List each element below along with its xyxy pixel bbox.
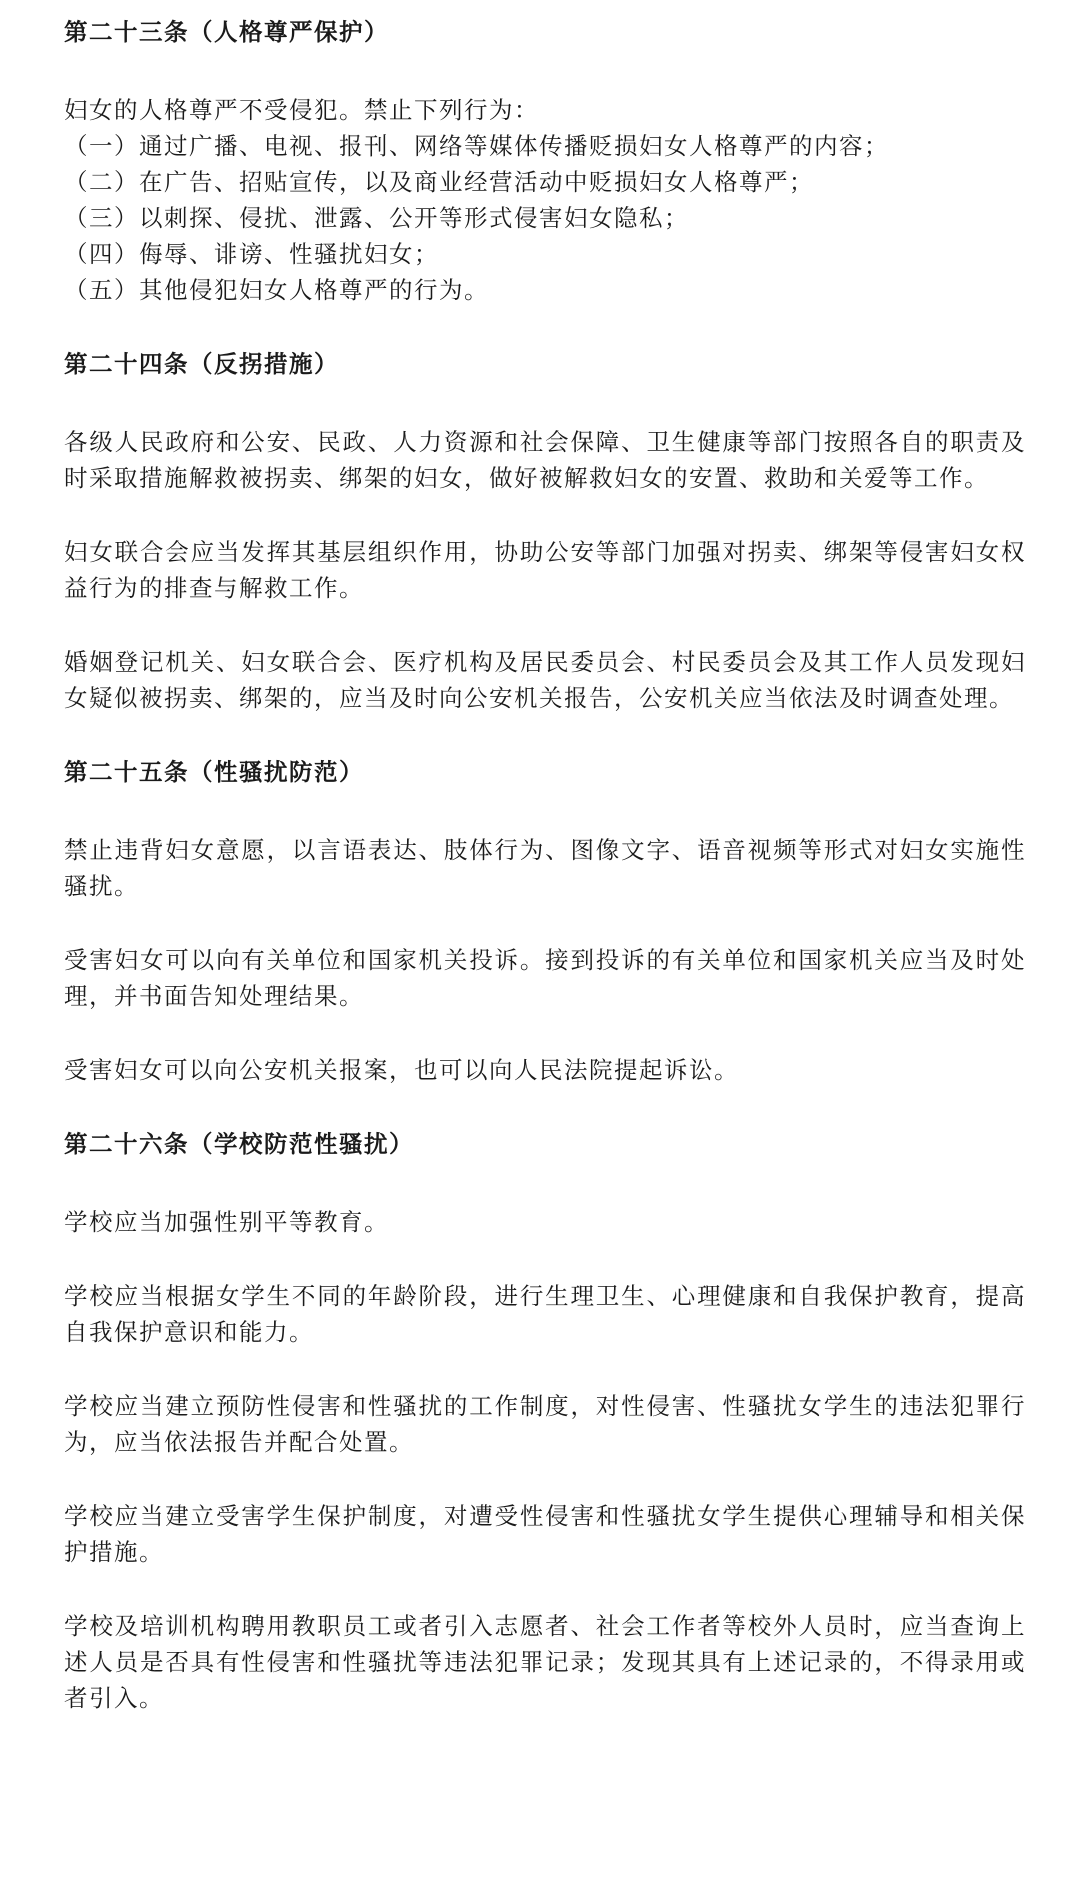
paragraph: 学校应当加强性别平等教育。	[64, 1208, 389, 1236]
article-title: 第二十四条（反拐措施）	[64, 350, 339, 378]
prohibited-acts-list	[64, 128, 1026, 308]
article-25	[64, 754, 1026, 1088]
list-item: （一）通过广播、电视、报刊、网络等媒体传播贬损妇女人格尊严的内容；	[64, 132, 889, 160]
article-title: 第二十六条（学校防范性骚扰）	[64, 1130, 414, 1158]
list-item: （三）以刺探、侵扰、泄露、公开等形式侵害妇女隐私；	[64, 204, 689, 232]
list-item: （四）侮辱、诽谤、性骚扰妇女；	[64, 240, 439, 268]
paragraph: 禁止违背妇女意愿，以言语表达、肢体行为、图像文字、语音视频等形式对妇女实施性骚扰。	[64, 836, 1026, 900]
paragraph: 学校应当根据女学生不同的年龄阶段，进行生理卫生、心理健康和自我保护教育，提高自我保护意识和能力。	[64, 1282, 1026, 1346]
document-body	[64, 14, 1026, 1754]
article-26	[64, 1126, 1026, 1716]
article-23	[64, 14, 1026, 308]
article-24	[64, 346, 1026, 716]
article-title: 第二十五条（性骚扰防范）	[64, 758, 364, 786]
article-intro: 妇女的人格尊严不受侵犯。禁止下列行为：	[64, 96, 539, 124]
paragraph: 婚姻登记机关、妇女联合会、医疗机构及居民委员会、村民委员会及其工作人员发现妇女疑似被拐卖、绑架的，应当及时向公安机关报告，公安机关应当依法及时调查处理。	[64, 648, 1026, 712]
paragraph: 受害妇女可以向有关单位和国家机关投诉。接到投诉的有关单位和国家机关应当及时处理，并书面告知处理结果。	[64, 946, 1026, 1010]
list-item: （五）其他侵犯妇女人格尊严的行为。	[64, 276, 489, 304]
paragraph: 受害妇女可以向公安机关报案，也可以向人民法院提起诉讼。	[64, 1056, 739, 1084]
article-title: 第二十三条（人格尊严保护）	[64, 18, 389, 46]
list-item: （二）在广告、招贴宣传，以及商业经营活动中贬损妇女人格尊严；	[64, 168, 814, 196]
paragraph: 妇女联合会应当发挥其基层组织作用，协助公安等部门加强对拐卖、绑架等侵害妇女权益行为的排查与解救工作。	[64, 538, 1026, 602]
paragraph: 各级人民政府和公安、民政、人力资源和社会保障、卫生健康等部门按照各自的职责及时采取措施解救被拐卖、绑架的妇女，做好被解救妇女的安置、救助和关爱等工作。	[64, 428, 1026, 492]
paragraph: 学校及培训机构聘用教职员工或者引入志愿者、社会工作者等校外人员时，应当查询上述人员是否具有性侵害和性骚扰等违法犯罪记录；发现其具有上述记录的，不得录用或者引入。	[64, 1612, 1026, 1712]
paragraph: 学校应当建立受害学生保护制度，对遭受性侵害和性骚扰女学生提供心理辅导和相关保护措施。	[64, 1502, 1026, 1566]
paragraph: 学校应当建立预防性侵害和性骚扰的工作制度，对性侵害、性骚扰女学生的违法犯罪行为，应当依法报告并配合处置。	[64, 1392, 1026, 1456]
